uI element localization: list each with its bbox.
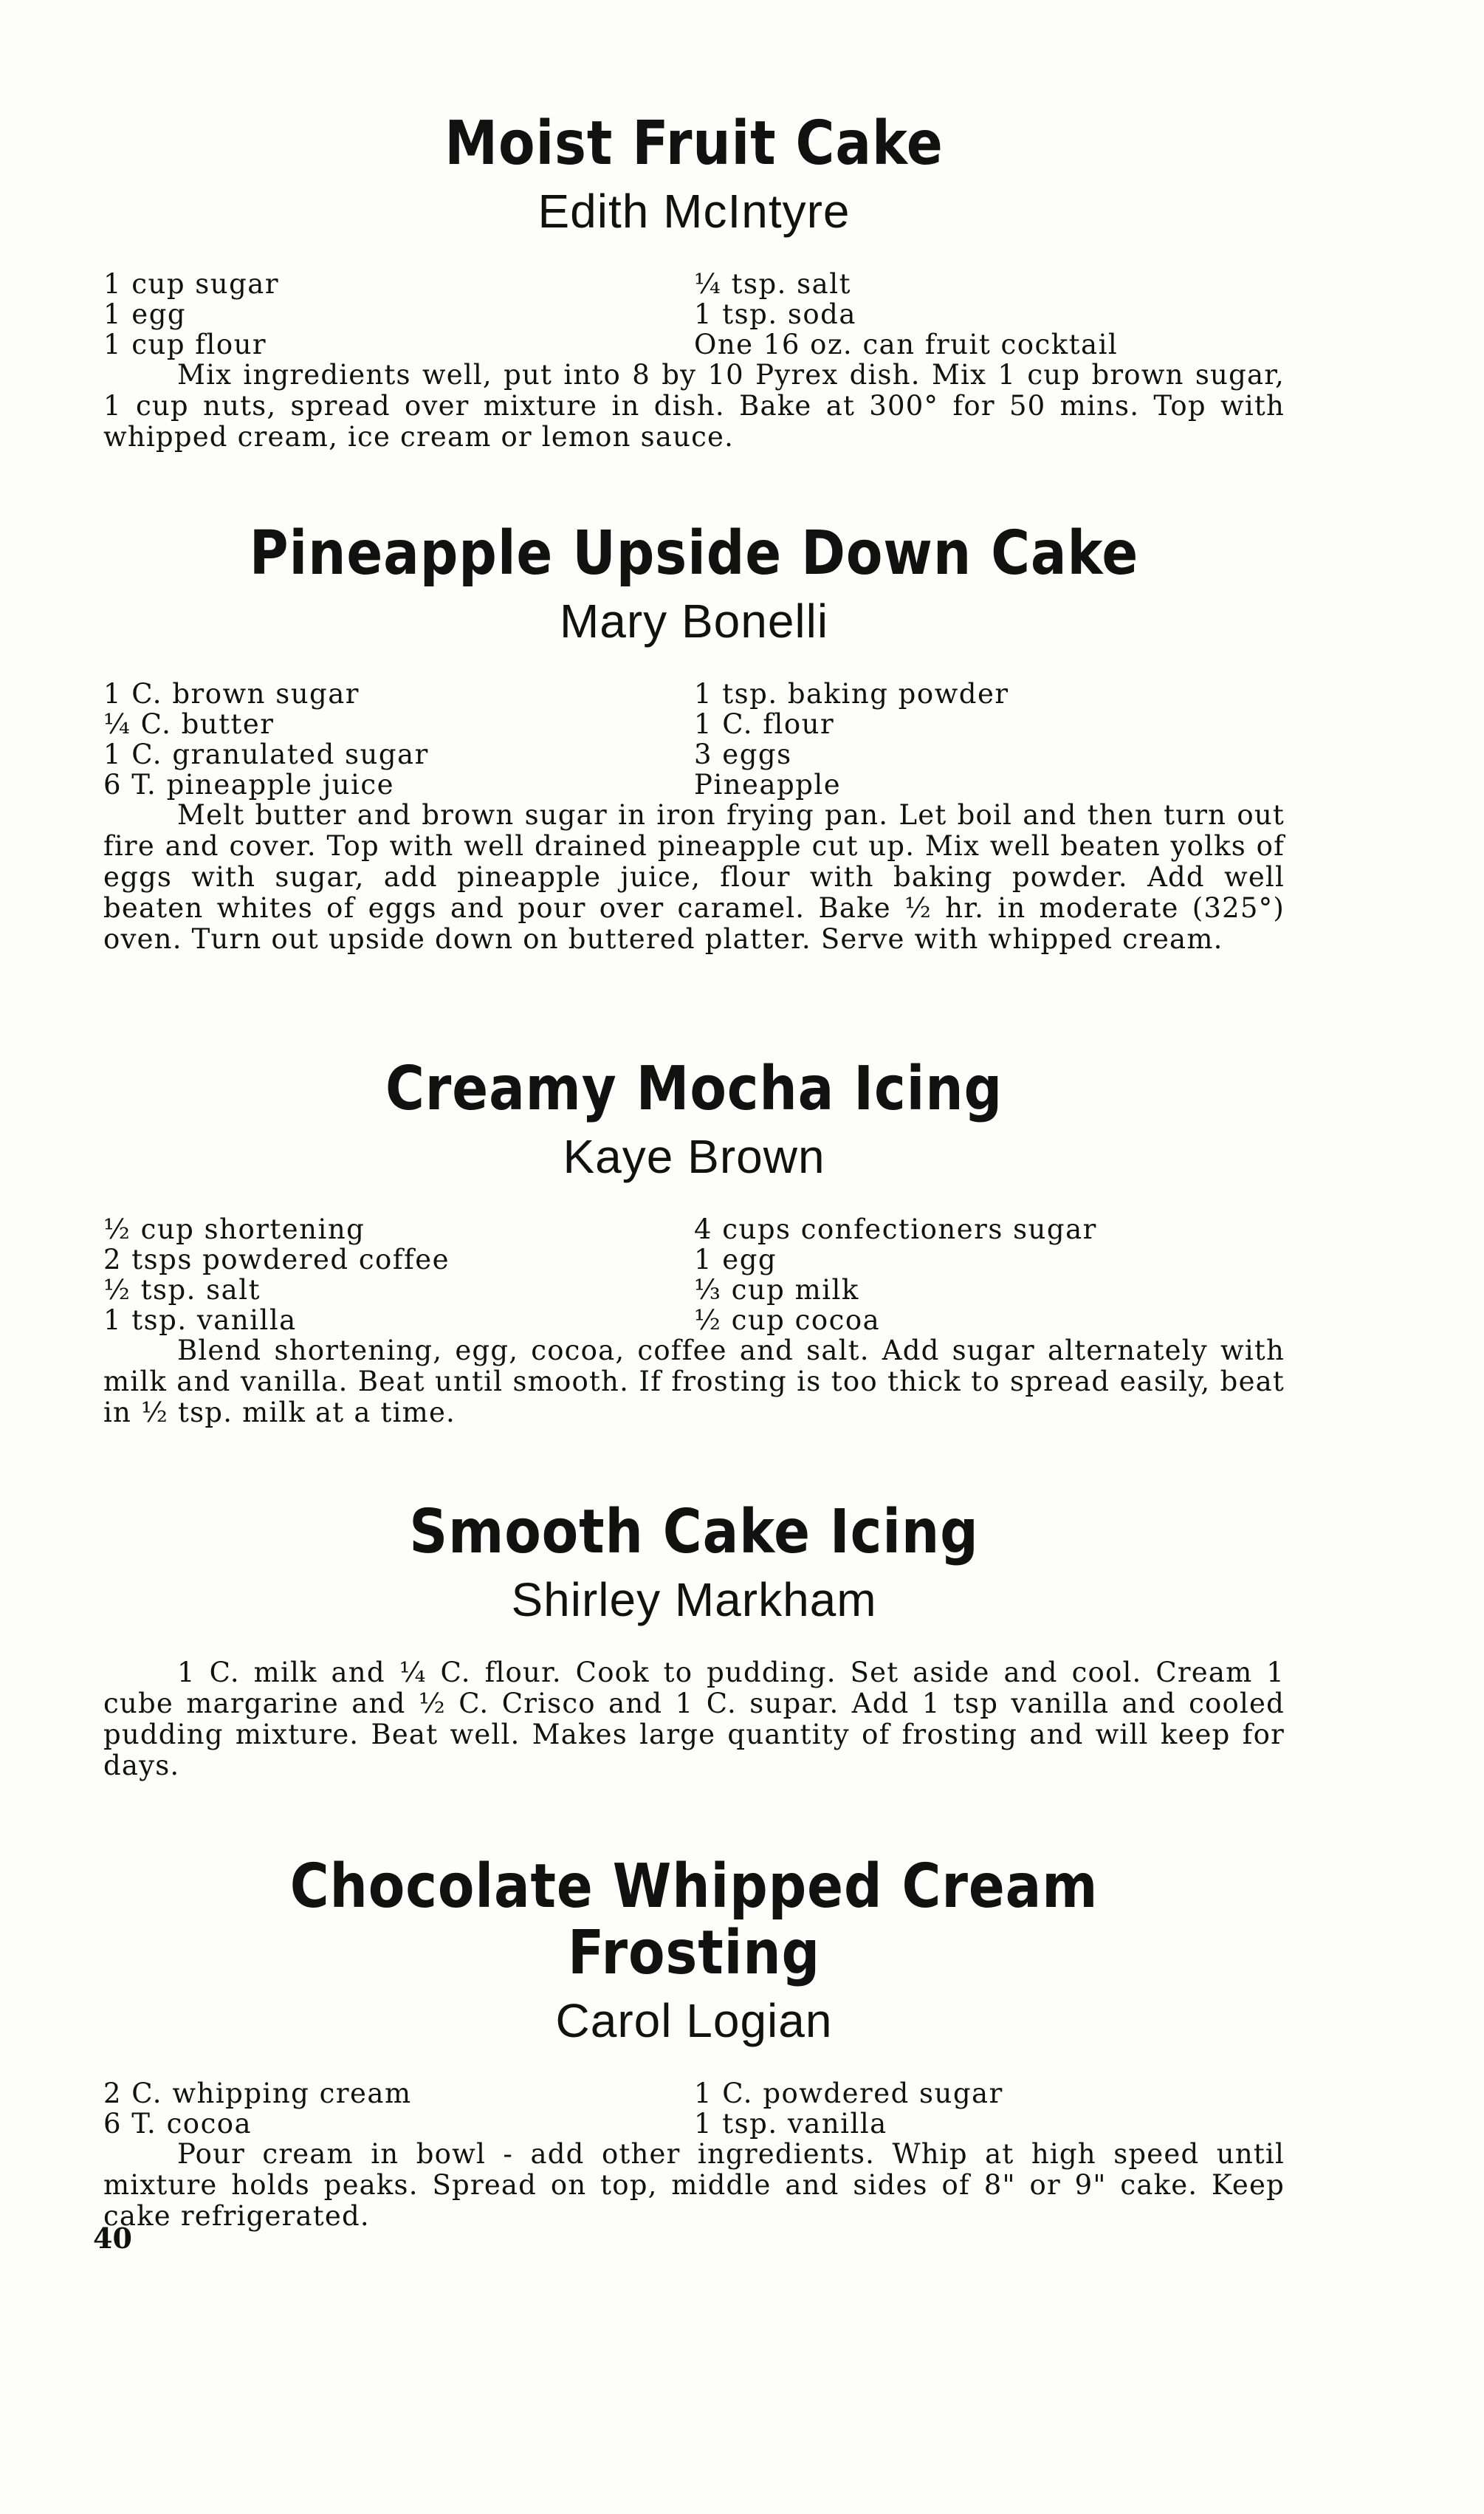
recipe-title: Chocolate Whipped Cream Frosting — [289, 1852, 1099, 1989]
ingredient-column-left — [103, 1214, 694, 1335]
recipe-method: Melt butter and brown sugar in iron frying pan. Let boil and then turn out fire and cover. Top with well drained pineapple cut up. Mix well beaten yolks of eggs with sugar, add pineapple juice, flour with baking powder. Add well beaten whites of eggs and pour over caramel. Bake ½ hr. in moderate (325°) oven. Turn out upside down on buttered platter. Serve with whipped cream. — [103, 798, 1285, 955]
ingredient-column-left — [103, 2078, 694, 2139]
ingredient-column-right — [694, 2078, 1285, 2139]
ingredient-list — [103, 679, 1285, 800]
ingredient-list — [103, 2078, 1285, 2139]
ingredient-item: ½ cup cocoa — [694, 1304, 881, 1336]
ingredient-item: One 16 oz. can fruit cocktail — [694, 328, 1119, 360]
ingredient-item: 6 T. pineapple juice — [103, 768, 394, 801]
ingredient-column-left — [103, 679, 694, 800]
ingredient-column-right — [694, 1214, 1285, 1335]
recipe-author: Kaye Brown — [563, 1130, 825, 1184]
ingredient-item: 1 cup sugar — [103, 267, 280, 300]
recipe-title: Creamy Mocha Icing — [385, 1054, 1003, 1124]
ingredient-list — [103, 1214, 1285, 1335]
ingredient-item: Pineapple — [694, 768, 842, 801]
ingredient-item: 1 C. flour — [694, 708, 835, 740]
recipe-pineapple-upside-down-cake — [103, 518, 1285, 955]
recipe-method: Pour cream in bowl - add other ingredients. Whip at high speed until mixture holds peaks. Spread on top, middle and sides of 8" or 9" cake. Keep cake refrigerated. — [103, 2137, 1285, 2232]
recipe-title: Pineapple Upside Down Cake — [249, 518, 1139, 589]
recipe-method: Blend shortening, egg, cocoa, coffee and salt. Add sugar alternately with milk and vanilla. Beat until smooth. If frosting is too thick to spread easily, beat in ½ tsp. milk at a time. — [103, 1334, 1285, 1428]
ingredient-item: 1 C. brown sugar — [103, 677, 360, 710]
ingredient-item: 1 C. granulated sugar — [103, 738, 429, 770]
ingredient-column-left — [103, 269, 694, 360]
ingredient-item: 2 tsps powdered coffee — [103, 1243, 450, 1275]
ingredient-item: 1 tsp. vanilla — [103, 1304, 297, 1336]
ingredient-item: 1 egg — [103, 298, 187, 330]
ingredient-item: ½ cup shortening — [103, 1213, 365, 1245]
ingredient-item: ⅓ cup milk — [694, 1273, 859, 1306]
ingredient-column-right — [694, 269, 1285, 360]
ingredient-item: 1 C. powdered sugar — [694, 2077, 1003, 2109]
recipe-moist-fruit-cake — [103, 111, 1285, 453]
recipe-chocolate-whipped-cream-frosting — [103, 1854, 1285, 2232]
ingredient-item: 4 cups confectioners sugar — [694, 1213, 1097, 1245]
ingredient-item: 1 cup flour — [103, 328, 267, 360]
recipe-title: Moist Fruit Cake — [444, 109, 944, 179]
ingredient-item: 6 T. cocoa — [103, 2107, 253, 2140]
ingredient-item: ¼ tsp. salt — [694, 267, 851, 300]
ingredient-item: 1 tsp. vanilla — [694, 2107, 887, 2140]
recipe-creamy-mocha-icing — [103, 1056, 1285, 1428]
recipe-author: Edith McIntyre — [537, 185, 851, 239]
recipe-author: Mary Bonelli — [559, 595, 829, 648]
ingredient-item: ¼ C. butter — [103, 708, 275, 740]
page-number: 40 — [93, 2222, 132, 2255]
ingredient-item: 1 tsp. soda — [694, 298, 856, 330]
recipe-method: 1 C. milk and ¼ C. flour. Cook to pudding. Set aside and cool. Cream 1 cube margarine and ½ C. Crisco and 1 C. supar. Add 1 tsp vanilla and cooled pudding mixture. Beat well. Makes large quantity of frosting and will keep for days. — [103, 1656, 1285, 1781]
ingredient-column-right — [694, 679, 1285, 800]
recipe-title: Smooth Cake Icing — [409, 1497, 979, 1567]
recipe-author: Shirley Markham — [511, 1573, 877, 1627]
recipe-author: Carol Logian — [555, 1994, 833, 2048]
ingredient-item: 2 C. whipping cream — [103, 2077, 412, 2109]
ingredient-item: 3 eggs — [694, 738, 792, 770]
ingredient-list — [103, 269, 1285, 360]
recipe-smooth-cake-icing — [103, 1499, 1285, 1781]
ingredient-item: 1 egg — [694, 1243, 777, 1275]
ingredient-item: 1 tsp. baking powder — [694, 677, 1009, 710]
recipe-method: Mix ingredients well, put into 8 by 10 Pyrex dish. Mix 1 cup brown sugar, 1 cup nuts, spread over mixture in dish. Bake at 300° for 50 mins. Top with whipped cream, ice cream or lemon sauce. — [103, 358, 1285, 453]
ingredient-item: ½ tsp. salt — [103, 1273, 261, 1306]
